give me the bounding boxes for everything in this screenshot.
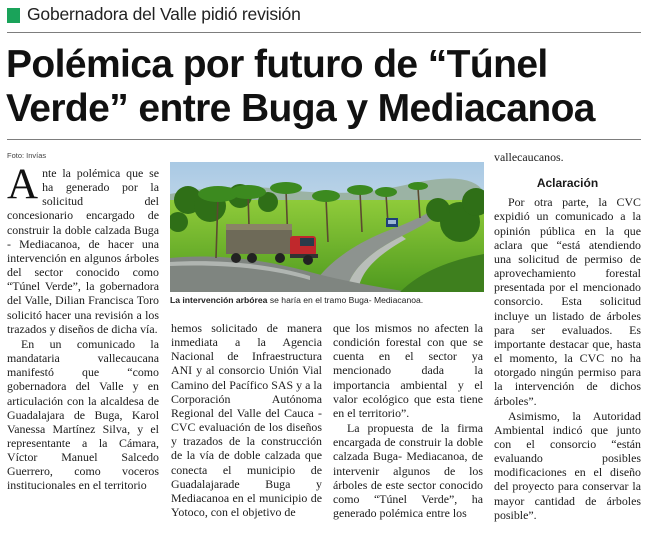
- paragraph: Asimismo, la Autoridad Ambiental indicó que junto con el consorcio “están evaluando posibles modificaciones en el diseño del proyecto para conservar la mayor cantidad de árboles posible”.: [494, 408, 641, 522]
- paragraph: que los mismos no afecten la condición forestal con que se cuenta en el sector ya mencionado dada la importancia ambiental y el valor ecológico que esta tiene en el territorio”.: [333, 321, 483, 420]
- kicker: Gobernadora del Valle pidió revisión: [27, 4, 301, 24]
- caption-text: se haría en el tramo Buga- Mediacanoa.: [267, 295, 424, 305]
- photo-credit: Foto: Invías: [7, 151, 47, 160]
- paragraph: hemos solicitado de manera inmediata a la Agencia Nacional de Infraestructura ANI y al consorcio Unión Vial Camino del Pacífico SAS y a la Corporación Autónoma Regional del Valle del Cauca - CVC evaluación de los diseños y trazados de la construcción de la vía de doble calzada que conecta el municipio de Guadalajarade Buga y Mediacanoa en el municipio de Yotoco, con el objetivo de: [171, 321, 322, 520]
- headline: Polémica por futuro de “Túnel Verde” entre Buga y Mediacanoa: [6, 43, 595, 130]
- drop-cap: A: [7, 166, 39, 208]
- rule-top: [7, 32, 641, 33]
- column-4: [494, 150, 641, 551]
- rule-under-headline: [7, 139, 641, 140]
- paragraph: Por otra parte, la CVC expidió un comunicado a la opinión pública en la que aclara que “está atendiendo una solicitud de permiso de aprovechamiento forestal presentada por el mencionado consorcio. Esta solicitud incluye un listado de árboles para ser evaluados. Es importante destacar que, hasta el momento, la CVC no ha otorgado ningún permiso para la intervención de dichos árboles”.: [494, 195, 641, 408]
- paragraph: En un comunicado la mandataria vallecaucana manifestó que “como gobernadora del Valle y en articulación con la alcaldesa de Guadalajara de Buga, Karol Vanessa Martínez Silva, y el representante a la Cámara, Víctor Manuel Salcedo Guerrero, como voceros institucionales en el territorio: [7, 336, 159, 493]
- column-3: [333, 321, 483, 551]
- subheading: Aclaración: [536, 176, 599, 191]
- paragraph: La propuesta de la firma encargada de construir la doble calzada Buga- Mediacanoa, de intervenir algunos de los árboles de este sector conocido como “Túnel Verde”, ha generado polémica entre los: [333, 421, 483, 521]
- paragraph: [7, 166, 159, 336]
- column-2: [171, 321, 322, 551]
- article-photo: [170, 162, 484, 292]
- caption-lead: La intervención arbórea: [170, 295, 268, 305]
- paragraph-text: nte la polémica que se ha generado por la solicitud del concesionario encargado de construir la doble calzada Buga - Mediacanoa, de hacer una intervención en algunos árboles del sector conocido como “Túnel Verde”, la gobernadora del Valle, Dilian Francisca Toro solicitó hacer una revisión a los trazados y diseños de dicha vía.: [7, 166, 159, 336]
- kicker-marker: [7, 8, 20, 23]
- paragraph: vallecaucanos.: [494, 150, 564, 164]
- photo-caption: [170, 292, 484, 309]
- column-1: [7, 166, 159, 550]
